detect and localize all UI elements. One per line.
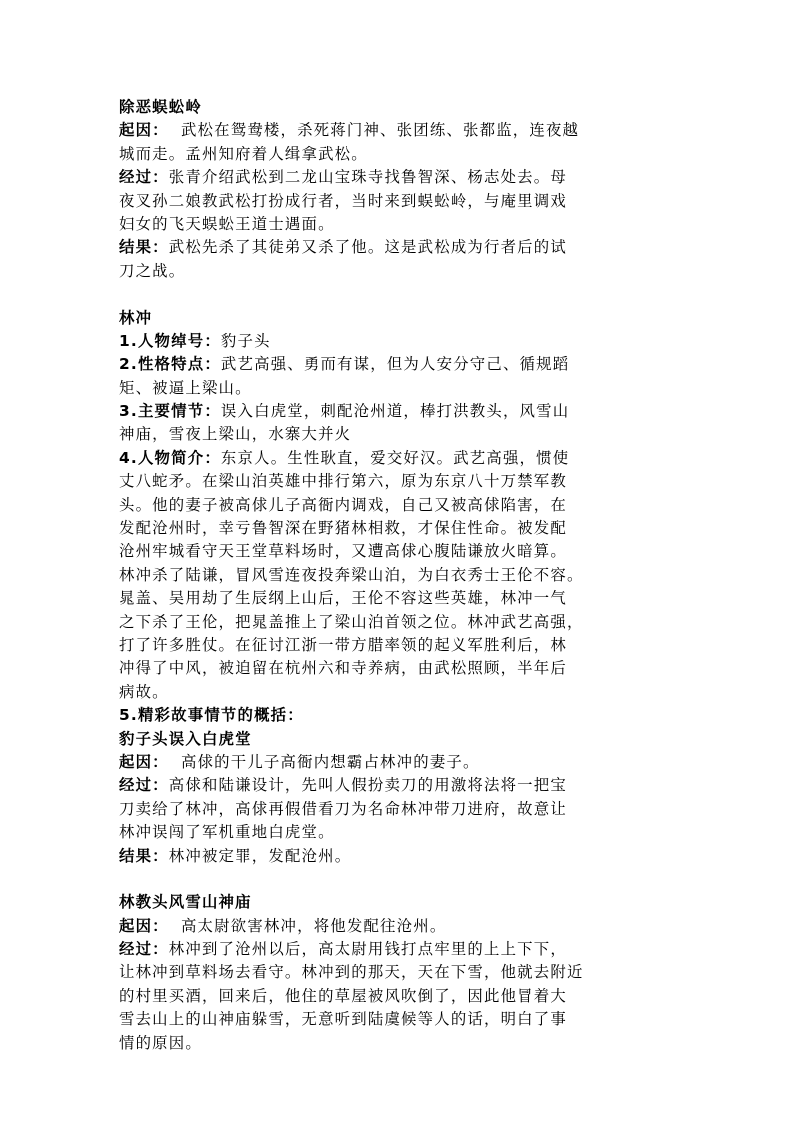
- process-text: 张青介绍武松到二龙山宝珠寺找鲁智深、杨志处去。母: [168, 168, 567, 187]
- paragraph-line: 沧州牢城看守天王堂草料场时，又遭高俅心腹陆谦放火暗算。: [119, 542, 567, 561]
- paragraph-line: 刀卖给了林冲，高俅再假借看刀为名命林冲带刀进府，故意让: [119, 799, 567, 818]
- process-label: 经过：: [119, 168, 169, 187]
- paragraph-line: 林冲误闯了军机重地白虎堂。: [119, 823, 335, 842]
- process-text: 高俅和陆谦设计，先叫人假扮卖刀的用激将法将一把宝: [168, 776, 567, 795]
- item-text: 误入白虎堂，刺配沧州道，棒打洪教头，风雪山: [220, 402, 570, 421]
- item-text: 东京人。生性耿直，爱交好汉。武艺高强，惯使: [220, 448, 570, 467]
- list-item: [119, 400, 689, 423]
- process-text: 林冲到了沧州以后，高太尉用钱打点牢里的上上下下，: [168, 940, 567, 959]
- result-label: 结果：: [119, 846, 169, 865]
- paragraph-line: 雪去山上的山神庙躲雪，无意听到陆虞候等人的话，明白了事: [119, 1010, 567, 1029]
- paragraph-line: [119, 166, 689, 189]
- paragraph-line: 神庙，雪夜上梁山，水寨大并火: [119, 425, 352, 444]
- paragraph-line: [119, 119, 689, 142]
- paragraph-line: 让林冲到草料场去看守。林冲到的那天，天在下雪，他就去附近: [119, 963, 584, 982]
- item-label: 3.主要情节：: [119, 402, 221, 421]
- paragraph-line: [119, 938, 689, 961]
- paragraph-line: [119, 774, 689, 797]
- paragraph-line: 刀之战。: [119, 261, 186, 280]
- paragraph-line: 打了许多胜仗。在征讨江浙一带方腊率领的起义军胜利后，林: [119, 635, 567, 654]
- result-text: 林冲被定罪，发配沧州。: [168, 846, 352, 865]
- list-item: [119, 447, 689, 470]
- paragraph-line: 林冲杀了陆谦，冒风雪连夜投奔梁山泊，为白衣秀士王伦不容。: [119, 565, 584, 584]
- paragraph-line: [119, 915, 689, 938]
- document-page: [119, 96, 689, 1055]
- paragraph-line: [119, 236, 689, 259]
- process-label: 经过：: [119, 940, 169, 959]
- list-item: [119, 353, 689, 376]
- list-item: [119, 330, 689, 353]
- paragraph-line: 妇女的飞天蜈蚣王道士遇面。: [119, 214, 335, 233]
- item-text: 武艺高强、勇而有谋，但为人安分守己、循规蹈: [220, 355, 570, 374]
- paragraph-line: [119, 845, 689, 868]
- section-title-shanshenmiao: 林教头风雪山神庙: [119, 893, 252, 912]
- paragraph-line: 情的原因。: [119, 1033, 202, 1052]
- paragraph-line: 丈八蛇矛。在梁山泊英雄中排行第六，原为东京八十万禁军教: [119, 472, 567, 491]
- paragraph-line: [119, 751, 689, 774]
- section-title-baihutang: 豹子头误入白虎堂: [119, 729, 252, 748]
- cause-label: 起因：: [119, 752, 169, 771]
- cause-text: 武松在鸳鸯楼，杀死蒋门神、张团练、张都监，连夜越: [168, 121, 580, 140]
- item-label: 4.人物简介：: [119, 448, 221, 467]
- result-text: 武松先杀了其徒弟又杀了他。这是武松成为行者后的试: [168, 238, 567, 257]
- item-text: 豹子头: [220, 331, 271, 350]
- section-title-linchong: 林冲: [119, 308, 153, 327]
- cause-text: 高太尉欲害林冲，将他发配往沧州。: [168, 916, 447, 935]
- item-label: 2.性格特点：: [119, 355, 221, 374]
- section-title-wusong: 除恶蜈蚣岭: [119, 98, 202, 116]
- spacer: [119, 283, 689, 306]
- paragraph-line: 冲得了中风，被迫留在杭州六和寺养病，由武松照顾，半年后: [119, 659, 567, 678]
- paragraph-line: 病故。: [119, 682, 169, 701]
- cause-label: 起因：: [119, 916, 169, 935]
- paragraph-line: 发配沧州时，幸亏鲁智深在野猪林相救，才保住性命。被发配: [119, 519, 567, 538]
- list-item-heading: 5.精彩故事情节的概括：: [119, 706, 304, 725]
- item-label: 1.人物绰号：: [119, 331, 221, 350]
- cause-text: 高俅的干儿子高衙内想霸占林冲的妻子。: [168, 752, 480, 771]
- paragraph-line: 晁盖、吴用劫了生辰纲上山后，王伦不容这些英雄，林冲一气: [119, 589, 567, 608]
- cause-label: 起因：: [119, 121, 169, 140]
- paragraph-line: 的村里买酒，回来后，他住的草屋被风吹倒了，因此他冒着大: [119, 986, 567, 1005]
- paragraph-line: 之下杀了王伦，把晁盖推上了梁山泊首领之位。林冲武艺高强，: [119, 612, 584, 631]
- paragraph-line: 矩、被逼上梁山。: [119, 378, 252, 397]
- paragraph-line: 城而走。孟州知府着人缉拿武松。: [119, 144, 368, 163]
- paragraph-line: 头。他的妻子被高俅儿子高衙内调戏，自己又被高俅陷害，在: [119, 495, 567, 514]
- process-label: 经过：: [119, 776, 169, 795]
- spacer: [119, 868, 689, 891]
- paragraph-line: 夜叉孙二娘教武松打扮成行者，当时来到蜈蚣岭，与庵里调戏: [119, 191, 567, 210]
- result-label: 结果：: [119, 238, 169, 257]
